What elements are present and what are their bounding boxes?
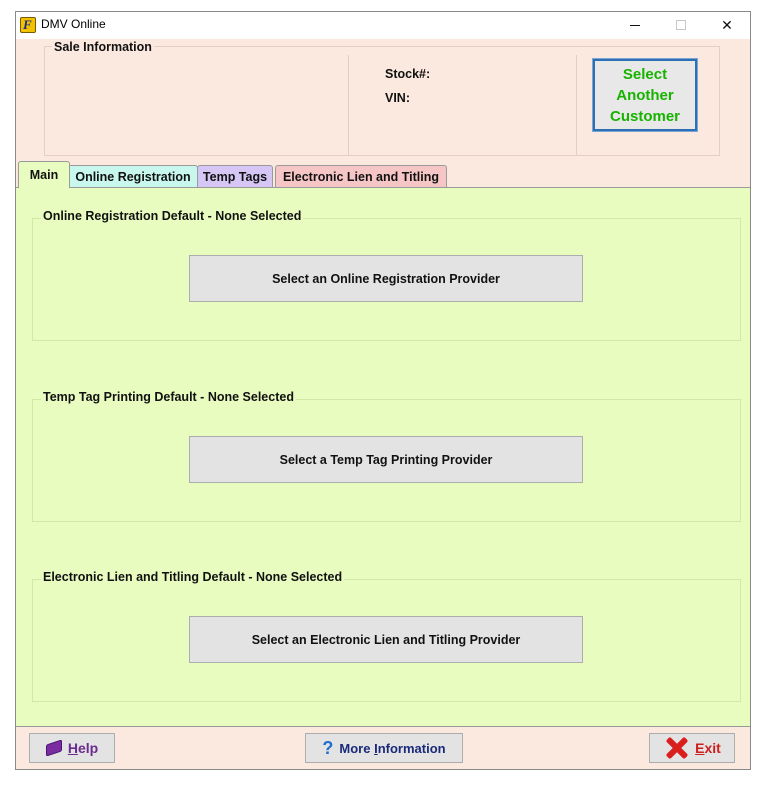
window-content [16, 39, 750, 769]
minimize-button[interactable] [612, 12, 658, 38]
main-tab-panel [16, 187, 750, 727]
vin-label: VIN: [385, 91, 410, 105]
stock-label: Stock#: [385, 67, 431, 81]
help-button[interactable] [29, 733, 115, 763]
more-information-button[interactable] [305, 733, 463, 763]
select-another-customer-button[interactable]: Select Another Customer [593, 59, 697, 131]
question-mark-icon: ? [322, 737, 334, 758]
online-registration-legend: Online Registration Default - None Selected [43, 209, 302, 223]
book-icon [46, 739, 62, 756]
divider [576, 55, 577, 155]
tab-temp-tags[interactable]: Temp Tags [197, 165, 273, 187]
minimize-icon [630, 25, 640, 26]
dmv-online-window [15, 11, 751, 770]
close-icon: ✕ [721, 16, 733, 33]
tab-online-registration[interactable]: Online Registration [68, 165, 198, 187]
temp-tag-printing-group [32, 390, 741, 522]
online-registration-group [32, 209, 741, 341]
close-button[interactable] [704, 12, 750, 38]
app-logo-icon: F [20, 17, 36, 33]
electronic-lien-titling-legend: Electronic Lien and Titling Default - None Selected [43, 570, 343, 584]
title-bar[interactable] [16, 12, 750, 38]
maximize-button[interactable] [658, 12, 704, 38]
select-temp-tag-printing-provider-button[interactable]: Select a Temp Tag Printing Provider [189, 436, 583, 483]
tab-electronic-lien-and-titling[interactable]: Electronic Lien and Titling [275, 165, 447, 187]
exit-label: Exit [695, 740, 721, 756]
select-electronic-lien-titling-provider-button[interactable]: Select an Electronic Lien and Titling Provider [189, 616, 583, 663]
tab-bar [16, 161, 750, 187]
window-title: DMV Online [41, 17, 106, 31]
temp-tag-printing-legend: Temp Tag Printing Default - None Selected [43, 390, 294, 404]
exit-x-icon [663, 735, 689, 761]
select-online-registration-provider-button[interactable]: Select an Online Registration Provider [189, 255, 583, 302]
sale-information-legend: Sale Information [54, 40, 152, 54]
help-label: Help [67, 740, 99, 756]
maximize-icon [676, 20, 686, 30]
more-information-label: More Information [339, 740, 446, 756]
electronic-lien-titling-group [32, 570, 741, 702]
exit-button[interactable] [649, 733, 735, 763]
tab-main[interactable]: Main [18, 161, 70, 188]
divider [348, 55, 349, 155]
